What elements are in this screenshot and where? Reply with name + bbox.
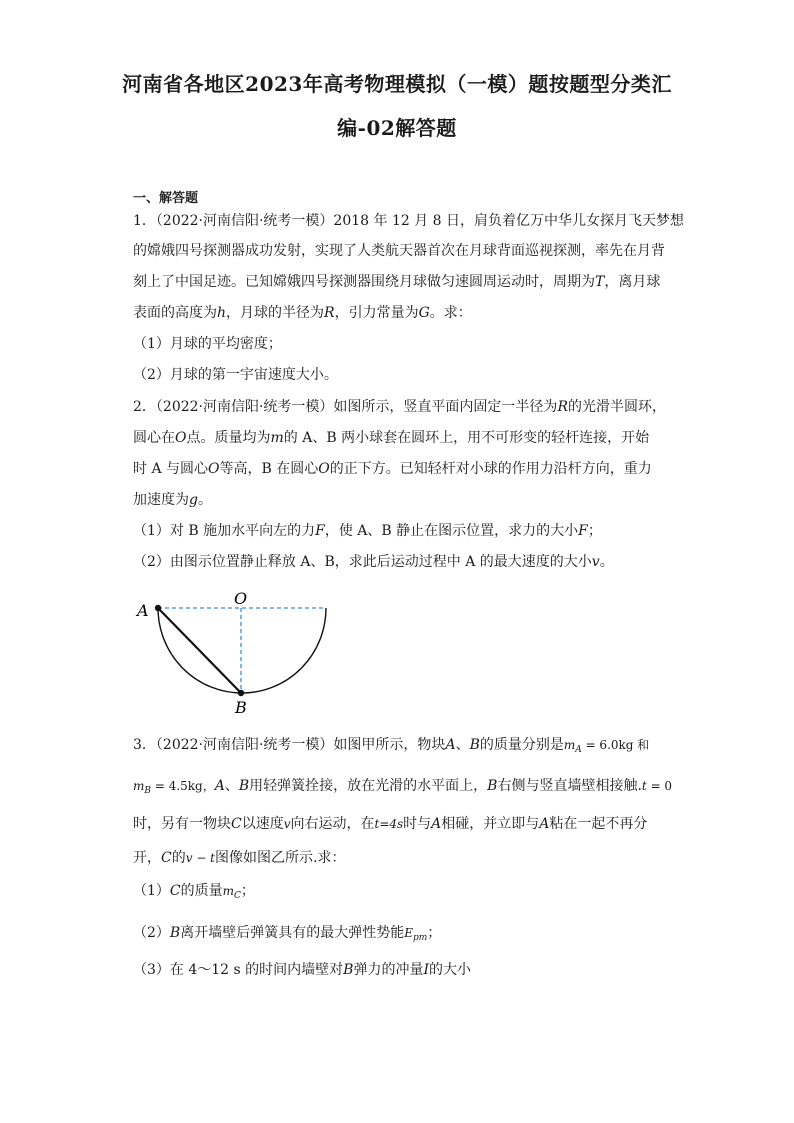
q3-part-2: （2）B离开墙壁后弹簧具有的最大弹性势能$E_{pm}$； [133, 925, 442, 943]
q2-line-4: 加速度为g。 [133, 492, 212, 508]
q1-line-4: 表面的高度为h，月球的半径为R，引力常量为G。求： [133, 305, 472, 321]
q3-line-3: 时，另有一物块C以速度v向右运动，在t=4s时与A相碰，并立即与A粘在一起不再分 [133, 816, 648, 832]
q1-part-2: （2）月球的第一宇宙速度大小。 [133, 367, 338, 383]
q3-part-1: （1）C的质量$m_C$； [133, 883, 255, 901]
document-title-line-1: 河南省各地区2023年高考物理模拟（一模）题按题型分类汇 [122, 72, 672, 96]
light-rod [158, 608, 241, 693]
semicircle-ring-figure [128, 585, 338, 720]
q2-line-3: 时 A 与圆心O等高，B 在圆心O的正下方。已知轻杆对小球的作用力沿杆方向，重力 [133, 461, 652, 477]
label-b: B [235, 698, 247, 717]
q1-line-1: 1．（2022·河南信阳·统考一模）2018 年 12 月 8 日，肩负着亿万中华儿女探月飞天梦想 [133, 213, 685, 229]
q3-line-4: 开，C的v − t图像如图乙所示.求： [133, 850, 346, 866]
section-heading: 一、解答题 [133, 191, 199, 206]
ball-b [238, 690, 244, 696]
q3-line-1: 3．（2022·河南信阳·统考一模）如图甲所示，物块A、B的质量分别是$m_A = 6.0kg$ 和 [133, 737, 650, 755]
q2-part-2: （2）由图示位置静止释放 A、B，求此后运动过程中 A 的最大速度的大小v。 [133, 554, 614, 570]
q1-line-2: 的嫦娥四号探测器成功发射，实现了人类航天器首次在月球背面巡视探测，率先在月背 [133, 243, 665, 259]
q1-line-3: 刻上了中国足迹。已知嫦娥四号探测器围绕月球做匀速圆周运动时，周期为T，离月球 [133, 274, 661, 290]
q3-line-2: $m_B = 4.5kg$，A、B用轻弹簧拴接，放在光滑的水平面上，B右侧与竖直墙壁相接触.t = 0 [133, 778, 673, 796]
ball-a [155, 605, 161, 611]
q3-part-3: （3）在 4～12 s 的时间内墙壁对B弹力的冲量I的大小 [133, 962, 471, 978]
semicircle-ring [158, 608, 326, 693]
q2-line-2: 圆心在O点。质量均为m的 A、B 两小球套在圆环上，用不可形变的轻杆连接，开始 [133, 430, 650, 446]
label-o: O [234, 589, 248, 608]
document-title-line-2: 编-02解答题 [337, 116, 457, 140]
q2-line-1: 2．（2022·河南信阳·统考一模）如图所示，竖直平面内固定一半径为R的光滑半圆环， [133, 399, 666, 415]
q2-part-1: （1）对 B 施加水平向左的力F，使 A、B 静止在图示位置，求力的大小F； [133, 523, 602, 539]
q1-part-1: （1）月球的平均密度； [133, 336, 282, 352]
label-a: A [137, 601, 149, 620]
